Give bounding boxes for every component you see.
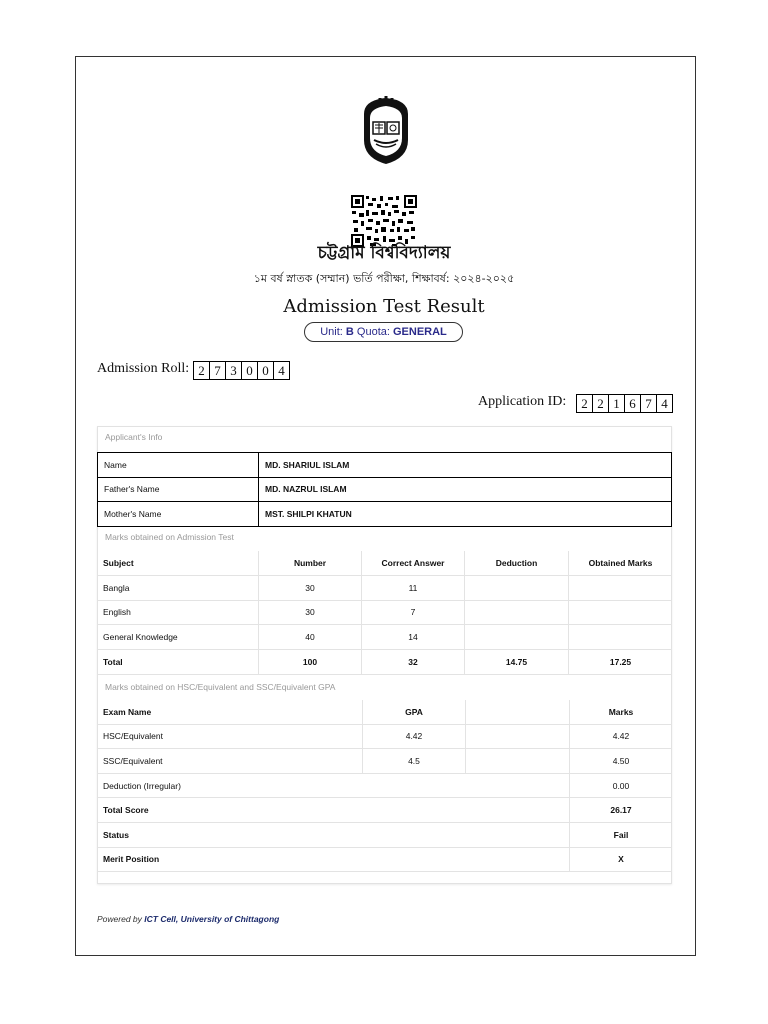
deduction-label: Deduction (Irregular) <box>97 773 570 798</box>
table-row <box>98 453 672 478</box>
admission-roll-label: Admission Roll: <box>97 361 190 376</box>
unit-quota-badge <box>304 322 463 342</box>
powered-by-footer <box>97 914 279 924</box>
gpa-marks-table <box>97 700 672 872</box>
merit-row <box>97 847 672 872</box>
applicant-info-table <box>97 452 672 527</box>
status-value: Fail <box>570 822 673 847</box>
cell: 14 <box>362 625 465 650</box>
cell: 4.42 <box>570 724 673 749</box>
app-id-digit: 7 <box>640 394 657 413</box>
cell <box>569 575 673 600</box>
cell <box>465 600 569 625</box>
column-header: Correct Answer <box>362 551 465 575</box>
deduction-row <box>97 773 672 798</box>
cell <box>569 600 673 625</box>
total-score-row <box>97 798 672 823</box>
total-row <box>97 650 672 675</box>
column-header: Subject <box>97 551 259 575</box>
table-row <box>98 502 672 527</box>
deduction-value: 0.00 <box>570 773 673 798</box>
info-key: Mother's Name <box>98 502 259 527</box>
cell: 11 <box>362 575 465 600</box>
column-header: Number <box>259 551 362 575</box>
page-title: Admission Test Result <box>283 296 485 317</box>
admission-marks-heading: Marks obtained on Admission Test <box>105 532 234 542</box>
admission-roll-digits <box>193 361 290 380</box>
app-id-digit: 4 <box>656 394 673 413</box>
roll-digit: 4 <box>273 361 290 380</box>
cell: General Knowledge <box>97 625 259 650</box>
cell: 4.5 <box>363 749 466 774</box>
cell: 14.75 <box>465 650 569 675</box>
cell <box>465 625 569 650</box>
application-id-label: Application ID: <box>478 394 567 409</box>
column-header: Marks <box>570 700 673 724</box>
table-row <box>98 477 672 502</box>
table-header-row <box>97 551 672 575</box>
info-key: Father's Name <box>98 477 259 502</box>
cell: 30 <box>259 600 362 625</box>
table-row <box>97 600 672 625</box>
powered-by-link[interactable]: ICT Cell, University of Chittagong <box>144 914 280 924</box>
quota-value: GENERAL <box>393 326 447 338</box>
roll-digit: 2 <box>193 361 210 380</box>
cell: SSC/Equivalent <box>97 749 363 774</box>
unit-label: Unit: <box>320 326 343 338</box>
cell <box>466 724 570 749</box>
cell: HSC/Equivalent <box>97 724 363 749</box>
gpa-marks-heading: Marks obtained on HSC/Equivalent and SSC/Equivalent GPA <box>105 682 336 692</box>
unit-value: B <box>345 326 354 338</box>
roll-digit: 0 <box>257 361 274 380</box>
merit-value: X <box>570 847 673 872</box>
info-value: MD. SHARIUL ISLAM <box>259 453 672 478</box>
table-row <box>97 749 672 774</box>
exam-session-line: ১ম বর্ষ স্নাতক (সম্মান) ভর্তি পরীক্ষা, শিক্ষাবর্ষ: ২০২৪-২০২৫ <box>253 272 515 285</box>
table-row <box>97 724 672 749</box>
cell: Bangla <box>97 575 259 600</box>
total-score-label: Total Score <box>97 798 570 823</box>
cell <box>569 625 673 650</box>
column-header <box>466 700 570 724</box>
cell: 4.42 <box>363 724 466 749</box>
application-id-digits <box>576 394 673 413</box>
info-value: MD. NAZRUL ISLAM <box>259 477 672 502</box>
cell: 100 <box>259 650 362 675</box>
cell: 7 <box>362 600 465 625</box>
table-row <box>97 575 672 600</box>
column-header: Obtained Marks <box>569 551 673 575</box>
merit-label: Merit Position <box>97 847 570 872</box>
cell <box>465 575 569 600</box>
university-name: চট্টগ্রাম বিশ্ববিদ্যালয় <box>317 243 451 263</box>
cell <box>466 749 570 774</box>
app-id-digit: 6 <box>624 394 641 413</box>
cell: 4.50 <box>570 749 673 774</box>
university-logo <box>360 94 412 166</box>
total-score-value: 26.17 <box>570 798 673 823</box>
status-label: Status <box>97 822 570 847</box>
app-id-digit: 2 <box>576 394 593 413</box>
cell: 17.25 <box>569 650 673 675</box>
applicant-info-heading: Applicant's Info <box>105 432 163 442</box>
cell: 32 <box>362 650 465 675</box>
cell: English <box>97 600 259 625</box>
column-header: Deduction <box>465 551 569 575</box>
column-header: Exam Name <box>97 700 363 724</box>
info-key: Name <box>98 453 259 478</box>
status-row <box>97 822 672 847</box>
cell: 40 <box>259 625 362 650</box>
cell: 30 <box>259 575 362 600</box>
cell: Total <box>97 650 259 675</box>
info-value: MST. SHILPI KHATUN <box>259 502 672 527</box>
powered-prefix: Powered by <box>97 914 142 924</box>
table-header-row <box>97 700 672 724</box>
admission-marks-table <box>97 551 672 675</box>
roll-digit: 0 <box>241 361 258 380</box>
column-header: GPA <box>363 700 466 724</box>
app-id-digit: 2 <box>592 394 609 413</box>
quota-label: Quota: <box>356 326 390 338</box>
roll-digit: 3 <box>225 361 242 380</box>
roll-digit: 7 <box>209 361 226 380</box>
app-id-digit: 1 <box>608 394 625 413</box>
table-row <box>97 625 672 650</box>
